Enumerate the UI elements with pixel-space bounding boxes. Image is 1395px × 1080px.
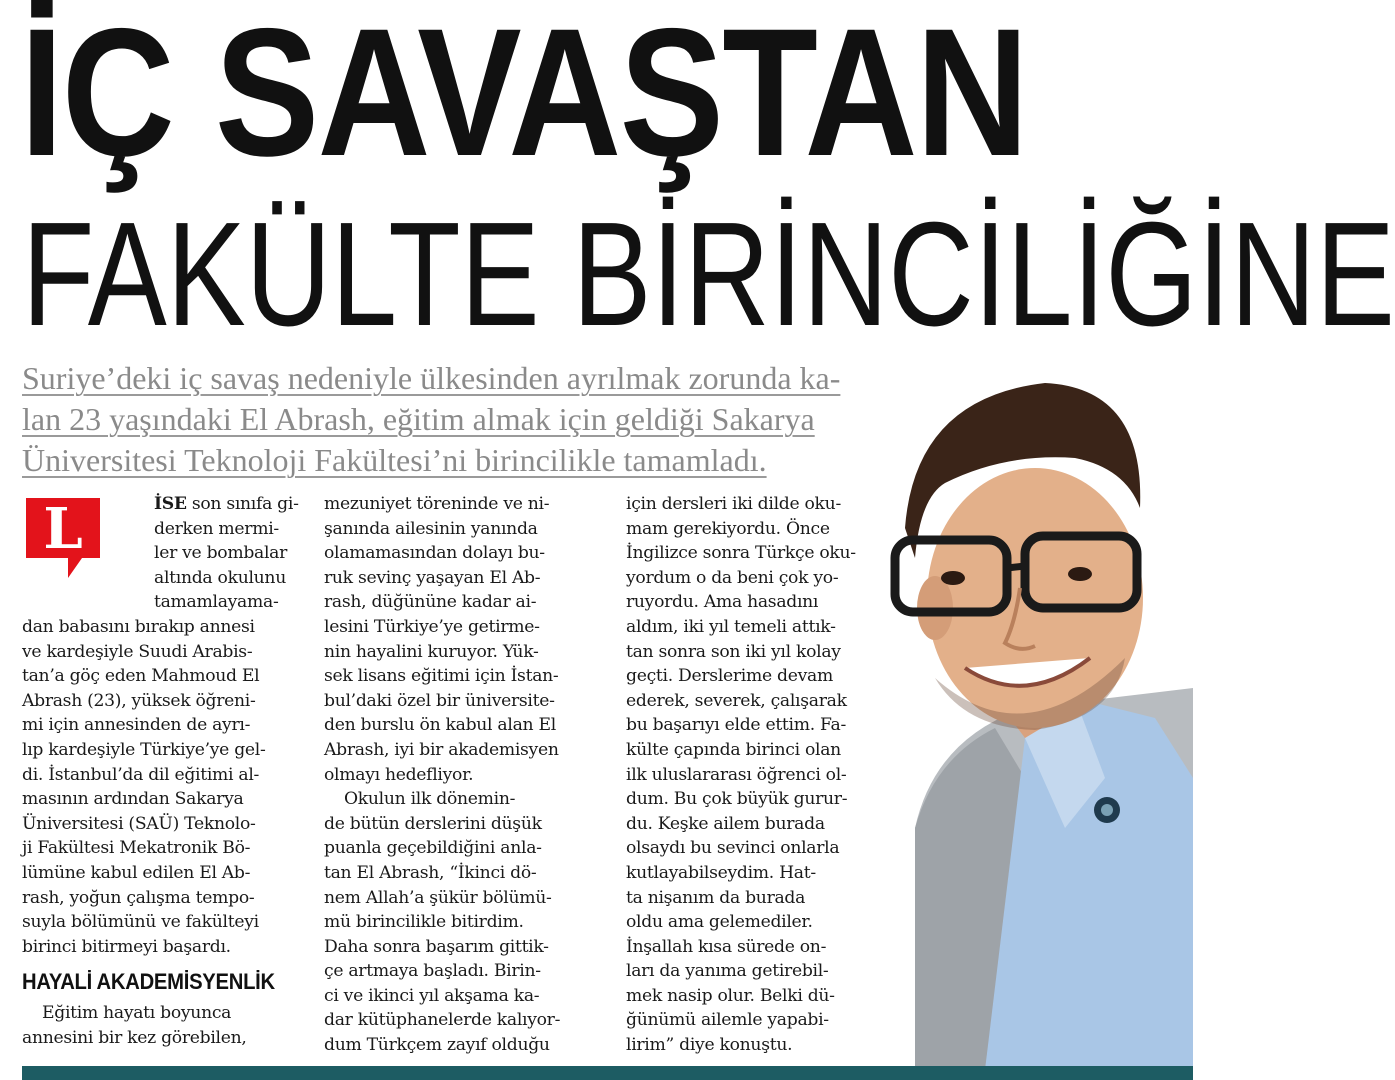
text-line: ları da yanıma getirebil- <box>626 961 829 982</box>
text-line: Eğitim hayatı boyunca <box>42 1003 232 1024</box>
text-line: lesini Türkiye’ye getirme- <box>324 616 540 637</box>
text-line: di. İstanbul’da dil eğitimi al- <box>22 764 260 785</box>
text-line: yordum o da beni çok yo- <box>626 567 839 588</box>
text-line: ilk uluslararası öğrenci ol- <box>626 764 847 785</box>
text-line: olsaydı bu sevinci onlarla <box>626 838 840 859</box>
text-line: annesini bir kez görebilen, <box>22 1027 247 1048</box>
lead-text: son sınıfa gi- <box>186 494 299 514</box>
text-line: ci ve ikinci yıl akşama ka- <box>324 985 540 1006</box>
text-line: ederek, severek, çalışarak <box>626 690 847 711</box>
text-line: ruyordu. Ama hasadını <box>626 592 819 613</box>
student-photo <box>875 358 1193 1070</box>
text-line: çe artmaya başladı. Birin- <box>324 961 541 982</box>
text-line: lıp kardeşiyle Türkiye’ye gel- <box>22 739 266 760</box>
headline-line-2: FAKÜLTE BİRİNCİLİĞİNE <box>22 192 1395 357</box>
text-line: külte çapında birinci olan <box>626 739 841 760</box>
text-line: kutlayabilseydim. Hat- <box>626 862 816 883</box>
bottom-divider-bar <box>22 1066 1193 1080</box>
student-portrait-graphic <box>875 358 1193 1070</box>
text-line: dan babasını bırakıp annesi <box>22 616 255 637</box>
text-line: bul’daki özel bir üniversite- <box>324 690 555 711</box>
text-line: dum. Bu çok büyük gurur- <box>626 789 848 810</box>
text-line: masının ardından Sakarya <box>22 789 244 810</box>
text-line: ruk sevinç yaşayan El Ab- <box>324 567 541 588</box>
text-line: dum Türkçem zayıf olduğu <box>324 1035 550 1056</box>
text-line: mek nasip olur. Belki dü- <box>626 985 835 1006</box>
text-line: puanla geçebildiğini anla- <box>324 838 542 859</box>
text-line: tamamlayama- <box>154 592 279 613</box>
article-deck <box>22 358 912 481</box>
text-line: tan’a göç eden Mahmoud El <box>22 666 260 687</box>
text-line: altında okulunu <box>154 567 286 588</box>
text-line: den burslu ön kabul alan El <box>324 715 556 736</box>
text-line: ji Fakültesi Mekatronik Bö- <box>22 838 251 859</box>
headline-line-1: İÇ SAVAŞTAN <box>20 0 1028 194</box>
text-line: olmayı hedefliyor. <box>324 764 474 785</box>
text-line <box>22 492 299 517</box>
text-line: mi için annesinden de ayrı- <box>22 715 251 736</box>
deck-line: lan 23 yaşındaki El Abrash, eğitim almak için geldiği Sakarya <box>22 401 815 437</box>
text-line: bu başarıyı elde ettim. Fa- <box>626 715 846 736</box>
text-line: sek lisans eğitimi için İstan- <box>324 666 559 687</box>
text-line: lirim” diye konuştu. <box>626 1035 793 1056</box>
text-line: de bütün derslerini düşük <box>324 813 542 834</box>
article-column-1 <box>22 492 299 1050</box>
text-line: nin hayalini kuruyor. Yük- <box>324 641 539 662</box>
text-line: İnşallah kısa sürede on- <box>626 936 827 957</box>
text-line: nem Allah’a şükür bölümü- <box>324 887 552 908</box>
logo-letter: L <box>43 496 83 562</box>
text-line: oldu ama gelemediler. <box>626 912 813 933</box>
text-line: şanında ailesinin yanında <box>324 518 538 539</box>
article-column-2 <box>324 492 594 1058</box>
text-line: rash, yoğun çalışma tempo- <box>22 887 255 908</box>
text-line: rash, düğününe kadar ai- <box>324 592 537 613</box>
text-line: mü birincilikle bitirdim. <box>324 912 524 933</box>
text-line: suyla bölümünü ve fakülteyi <box>22 912 259 933</box>
deck-line: Suriye’deki iç savaş nedeniyle ülkesinden ayrılmak zorunda ka- <box>22 360 841 396</box>
text-line: ğünümü ailemle yapabi- <box>626 1010 829 1031</box>
text-line: birinci bitirmeyi başardı. <box>22 936 231 957</box>
text-line: ler ve bombalar <box>154 543 288 564</box>
text-line: Abrash, iyi bir akademisyen <box>324 739 559 760</box>
text-line: dar kütüphanelerde kalıyor- <box>324 1010 561 1031</box>
text-line: mam gerekiyordu. Önce <box>626 518 830 539</box>
text-line: geçti. Derslerime devam <box>626 666 833 687</box>
deck-line: Üniversitesi Teknoloji Fakültesi’ni birincilikle tamamladı. <box>22 442 767 478</box>
text-line: aldım, iki yıl temeli attık- <box>626 616 836 637</box>
text-line: lümüne kabul edilen El Ab- <box>22 862 251 883</box>
article-column-3 <box>626 492 896 1058</box>
text-line: tan sonra son iki yıl kolay <box>626 641 841 662</box>
text-line: derken mermi- <box>154 518 279 539</box>
text-line: olamamasından dolayı bu- <box>324 543 545 564</box>
section-subhead: HAYALİ AKADEMİSYENLİK <box>22 969 275 995</box>
text-line: tan El Abrash, “İkinci dö- <box>324 862 537 883</box>
text-line: mezuniyet töreninde ve ni- <box>324 494 550 514</box>
text-line: için dersleri iki dilde oku- <box>626 494 841 514</box>
text-line: İngilizce sonra Türkçe oku- <box>626 543 856 564</box>
text-line: Daha sonra başarım gittik- <box>324 936 549 957</box>
text-line: du. Keşke ailem burada <box>626 813 825 834</box>
text-line: ve kardeşiyle Suudi Arabis- <box>22 641 253 662</box>
text-line: Üniversitesi (SAÜ) Teknolo- <box>22 813 256 834</box>
lead-word: İSE <box>154 494 187 514</box>
text-line: Okulun ilk dönemin- <box>344 789 516 810</box>
text-line: Abrash (23), yüksek öğreni- <box>22 690 256 711</box>
text-line: ta nişanım da burada <box>626 887 806 908</box>
